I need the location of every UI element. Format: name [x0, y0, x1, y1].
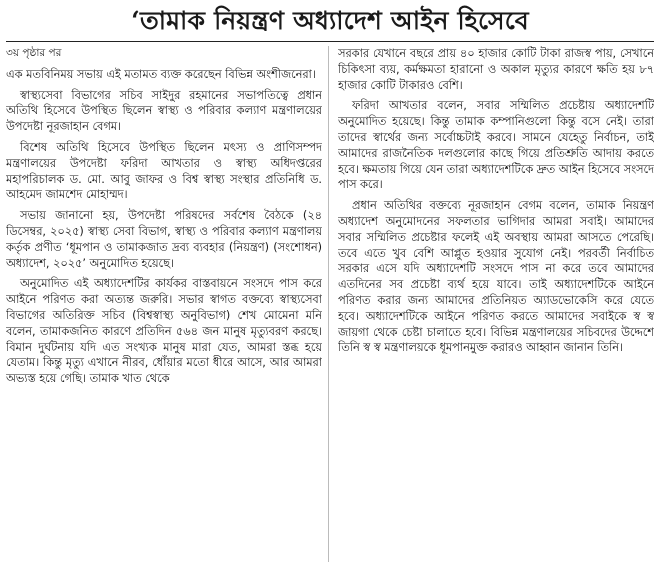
right-column	[338, 46, 654, 566]
paragraph: এক মতবিনিময় সভায় এই মতামত ব্যক্ত করেছেন বিভিন্ন অংশীজনেরা।	[6, 67, 316, 81]
paragraph: সরকার যেখানে বছরে প্রায় ৪০ হাজার কোটি টাকা রাজস্ব পায়, সেখানে চিকিৎসা ব্যয়, কর্মক্ষমতা হারানো ও অকাল মৃত্যুর কারণে ক্ষতি হয় ৮৭ হাজার কোটি টাকারও বেশি।	[338, 47, 654, 92]
paragraph: ফরিদা আখতার বলেন, সবার সম্মিলিত প্রচেষ্টায় অধ্যাদেশটি অনুমোদিত হয়েছে। কিন্তু তামাক কম্পানিগুলো কিন্তু বসে নেই। তারা তাদের স্বার্থের জন্য সর্বোচ্চটাই করবে। সামনে যেহেতু নির্বাচন, তাই আমাদের রাজনৈতিক দলগুলোর কাছে গিয়ে প্রতিশ্রুতি আদায় করতে হবে। ক্ষমতায় গিয়ে যেন তারা অধ্যাদেশটিকে দ্রুত আইন হিসেবে সংসদে পাস করে।	[338, 99, 654, 192]
paragraph: সভায় জানানো হয়, উপদেষ্টা পরিষদের সর্বশেষ বৈঠকে (২৪ ডিসেম্বর, ২০২৫) স্বাস্থ্য সেবা বিভাগ, স্বাস্থ্য ও পরিবার কল্যাণ মন্ত্রণালয় কর্তৃক প্রণীত ‘ধূমপান ও তামাকজাত দ্রব্য ব্যবহার (নিয়ন্ত্রণ) (সংশোধন) অধ্যাদেশ, ২০২৫’ অনুমোদিত হয়েছে।	[6, 209, 322, 270]
headline-rule	[6, 41, 654, 42]
article-headline: ‘তামাক নিয়ন্ত্রণ অধ্যাদেশ আইন হিসেবে	[131, 6, 529, 35]
column-divider	[328, 46, 329, 562]
paragraph: বিশেষ অতিথি হিসেবে উপস্থিত ছিলেন মৎস্য ও প্রাণিসম্পদ মন্ত্রণালয়ের উপদেষ্টা ফরিদা আখতার ও স্বাস্থ্য অধিদপ্তরের মহাপরিচালক ড. মো. আবু জাফর ও বিশ্ব স্বাস্থ্য সংস্থার প্রতিনিধি ড. আহমেদ জামশেদ মোহাম্মদ।	[6, 140, 322, 202]
left-column	[6, 46, 322, 566]
paragraph: অনুমোদিত এই অধ্যাদেশটির কার্যকর বাস্তবায়নে সংসদে পাস করে আইনে পরিণত করা অত্যন্ত জরুরি। সভার স্বাগত বক্তব্যে স্বাস্থ্যসেবা বিভাগের অতিরিক্ত সচিব (বিশ্বস্বাস্থ্য অনুবিভাগ) শেখ মোমেনা মনি বলেন, তামাকজনিত কারণে প্রতিদিন ৫৬৪ জন মানুষ মৃত্যুবরণ করছে। বিমান দুর্ঘটনায় যদি এত সংখ্যক মানুষ মারা যেত, আমরা স্তব্ধ হয়ে যেতাম। কিন্তু মৃত্যু এখানে নীরব, ধোঁয়ার মতো ধীরে আসে, আর আমরা অভ্যস্ত হয়ে গেছি। তামাক খাত থেকে	[6, 277, 322, 386]
paragraph: স্বাস্থ্যসেবা বিভাগের সচিব সাইদুর রহমানের সভাপতিত্বে প্রধান অতিথি হিসেবে উপস্থিত ছিলেন স্বাস্থ্য ও পরিবার কল্যাণ মন্ত্রণালয়ের উপদেষ্টা নূরজাহান বেগম।	[6, 88, 322, 134]
continued-from-note: ৩য় পৃষ্ঠার পর	[6, 47, 62, 59]
paragraph: প্রধান অতিথির বক্তব্যে নূরজাহান বেগম বলেন, তামাক নিয়ন্ত্রণ অধ্যাদেশ অনুমোদনের সফলতার ভাগিদার আমরা সবাই। আমাদের সবার সম্মিলিত প্রচেষ্টার ফলেই এই অবস্থায় আমরা আসতে পেরেছি। তবে এতে খুব বেশি আপ্লুত হওয়ার সুযোগ নেই। পরবর্তী নির্বাচিত সরকার এসে যদি অধ্যাদেশটি সংসদে পাস না করে তবে আমাদের এতদিনের সব প্রচেষ্টা ব্যর্থ হয়ে যাবে। তাই অধ্যাদেশটিকে আইনে পরিণত করার জন্য আমাদের প্রতিনিয়ত অ্যাডভোকেসি করে যেতে হবে। অধ্যাদেশটিকে আইনে পরিণত করতে আমাদের সবাইকে স্ব স্ব জায়গা থেকে চেষ্টা চালাতে হবে। বিভিন্ন মন্ত্রণালয়ের সচিবদের উদ্দেশে তিনি স্ব স্ব মন্ত্রণালয়কে ধূমপানমুক্ত করারও আহ্বান জানান তিনি।	[338, 199, 654, 355]
